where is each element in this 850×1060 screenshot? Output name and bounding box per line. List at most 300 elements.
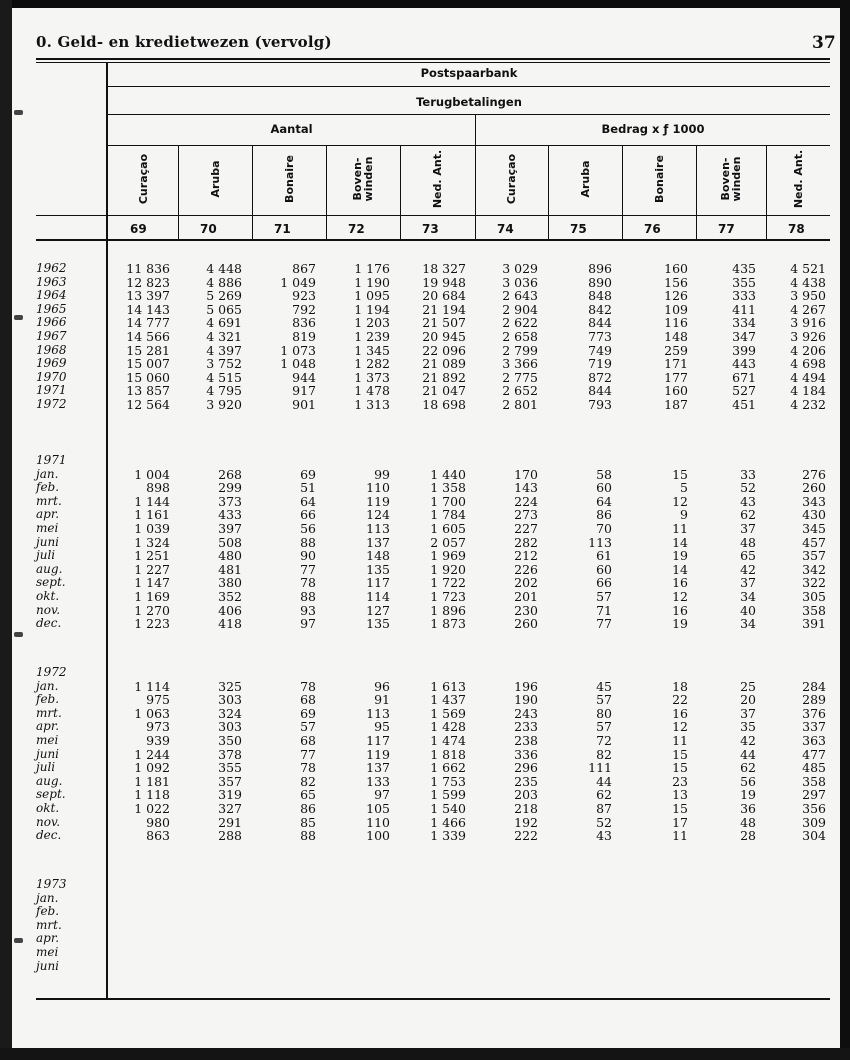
table-cell: 1 004 [134, 466, 170, 482]
table-cell: 1 239 [354, 329, 390, 344]
table-cell: 1 345 [354, 342, 390, 358]
table-cell: 86 [300, 801, 316, 816]
table-cell: 406 [218, 602, 242, 618]
table-cell: 1 223 [134, 616, 170, 632]
table-cell: 939 [146, 733, 170, 748]
column-divider [696, 145, 697, 240]
table-cell: 119 [366, 746, 390, 762]
table-cell: 235 [514, 773, 538, 789]
table-cell: 1 073 [280, 342, 316, 358]
table-cell: 309 [802, 814, 826, 830]
table-cell: 44 [596, 773, 612, 789]
row-label: mei [36, 521, 59, 535]
table-cell: 5 065 [206, 301, 242, 317]
table-cell: 284 [802, 678, 826, 694]
table-cell: 378 [218, 746, 242, 762]
table-cell: 1 251 [134, 548, 170, 564]
table-cell: 20 684 [422, 288, 466, 304]
table-cell: 110 [366, 814, 390, 830]
table-cell: 260 [802, 480, 826, 496]
scan-border-bottom [0, 1048, 850, 1060]
table-cell: 1 147 [134, 575, 170, 591]
bottom-rule [36, 998, 830, 1000]
table-cell: 1 324 [134, 534, 170, 550]
table-cell: 1 474 [430, 733, 466, 748]
table-cell: 844 [588, 315, 612, 331]
column-number: 75 [570, 222, 587, 236]
row-label: jan. [36, 466, 59, 481]
table-cell: 90 [300, 548, 316, 564]
table-cell: 69 [300, 705, 316, 721]
table-cell: 68 [300, 692, 316, 708]
row-label: mei [36, 733, 59, 747]
table-cell: 62 [740, 507, 756, 523]
table-cell: 127 [366, 602, 390, 618]
table-cell: 48 [740, 814, 756, 830]
table-cell: 1 358 [430, 480, 466, 496]
table-cell: 299 [218, 480, 242, 496]
table-cell: 2 801 [502, 397, 538, 412]
table-cell: 37 [740, 705, 756, 721]
column-header-label: Ned. Ant. [431, 149, 444, 209]
row-label: 1964 [36, 288, 67, 303]
table-cell: 19 [740, 787, 756, 803]
table-cell: 430 [802, 507, 826, 523]
table-cell: 944 [292, 369, 316, 385]
table-cell: 276 [802, 466, 826, 482]
table-cell: 77 [300, 746, 316, 762]
table-cell: 1 613 [430, 678, 466, 694]
table-cell: 137 [366, 760, 390, 776]
column-divider [252, 145, 253, 240]
table-cell: 58 [596, 466, 612, 482]
column-number: 71 [274, 222, 291, 236]
table-cell: 1 144 [134, 493, 170, 509]
table-cell: 3 036 [502, 274, 538, 290]
table-cell: 1 194 [354, 301, 390, 317]
table-cell: 848 [588, 288, 612, 304]
table-cell: 82 [300, 773, 316, 789]
row-label: 1967 [36, 329, 67, 343]
table-cell: 148 [366, 548, 390, 564]
header-bottom-rule [36, 239, 830, 241]
row-label: juli [36, 548, 56, 563]
table-cell: 4 795 [206, 383, 242, 399]
table-cell: 380 [218, 575, 242, 591]
table-cell: 260 [514, 616, 538, 632]
table-cell: 5 [680, 480, 688, 496]
table-cell: 21 507 [422, 315, 466, 331]
row-label: apr. [36, 719, 60, 734]
table-cell: 3 029 [502, 261, 538, 276]
table-cell: 91 [374, 692, 390, 708]
table-cell: 56 [300, 521, 316, 536]
table-cell: 85 [300, 814, 316, 830]
table-cell: 19 [672, 616, 688, 632]
table-cell: 433 [218, 507, 242, 523]
table-cell: 273 [514, 507, 538, 523]
row-label: juni [36, 958, 60, 973]
table-cell: 1 373 [354, 369, 390, 385]
table-cell: 1 048 [280, 356, 316, 372]
row-label: jan. [36, 890, 59, 905]
table-cell: 177 [664, 369, 688, 385]
table-cell: 113 [366, 705, 390, 721]
table-cell: 303 [218, 719, 242, 735]
table-cell: 324 [218, 705, 242, 721]
table-cell: 418 [218, 616, 242, 632]
table-cell: 1 190 [354, 274, 390, 290]
table-cell: 304 [802, 828, 826, 844]
table-cell: 15 [672, 760, 688, 776]
table-cell: 56 [740, 773, 756, 789]
table-cell: 36 [740, 801, 756, 816]
table-cell: 355 [732, 274, 756, 290]
column-number: 76 [644, 222, 661, 236]
table-cell: 21 892 [422, 369, 466, 385]
table-cell: 82 [596, 746, 612, 762]
table-cell: 43 [740, 493, 756, 509]
table-cell: 1 722 [430, 575, 466, 591]
scan-border-top [0, 0, 850, 8]
table-cell: 356 [802, 801, 826, 816]
table-cell: 819 [292, 329, 316, 344]
column-header-label: Bonaire [652, 155, 666, 203]
row-label: 1972 [36, 397, 67, 411]
table-cell: 21 047 [422, 383, 466, 399]
table-cell: 78 [300, 760, 316, 776]
row-label: sept. [36, 787, 66, 802]
table-cell: 99 [374, 466, 390, 482]
table-cell: 2 904 [502, 301, 538, 317]
table-cell: 481 [218, 561, 242, 577]
table-cell: 4 494 [790, 369, 826, 385]
table-cell: 975 [146, 692, 170, 708]
row-label: juni [36, 746, 60, 761]
table-cell: 160 [664, 261, 688, 276]
header-rule [108, 114, 830, 115]
subgroup-title: Terugbetalingen [416, 95, 522, 109]
column-divider [326, 145, 327, 240]
table-cell: 97 [374, 787, 390, 803]
table-cell: 485 [802, 760, 826, 776]
page-number: 37 [812, 33, 836, 53]
table-cell: 16 [672, 602, 688, 618]
table-cell: 15 060 [126, 369, 170, 385]
table-cell: 357 [802, 548, 826, 564]
table-cell: 243 [514, 705, 538, 721]
table-cell: 3 752 [206, 356, 242, 372]
table-cell: 477 [802, 746, 826, 762]
table-cell: 1 818 [430, 746, 466, 762]
column-divider [400, 145, 401, 240]
table-cell: 64 [300, 493, 316, 509]
table-cell: 43 [596, 828, 612, 844]
table-cell: 1 466 [430, 814, 466, 830]
table-cell: 227 [514, 521, 538, 536]
table-cell: 34 [740, 616, 756, 632]
table-cell: 325 [218, 678, 242, 694]
row-label: 1966 [36, 315, 67, 330]
section-heading: 1972 [36, 665, 67, 679]
table-cell: 1 063 [134, 705, 170, 721]
table-cell: 2 775 [502, 369, 538, 385]
table-cell: 373 [218, 493, 242, 509]
table-cell: 18 698 [422, 397, 466, 412]
table-cell: 1 022 [134, 801, 170, 816]
table-cell: 896 [588, 261, 612, 276]
table-cell: 1 569 [430, 705, 466, 721]
table-cell: 44 [740, 746, 756, 762]
table-cell: 124 [366, 507, 390, 523]
table-cell: 230 [514, 602, 538, 618]
table-cell: 4 515 [206, 369, 242, 385]
table-cell: 66 [596, 575, 612, 591]
table-cell: 33 [740, 466, 756, 482]
table-cell: 226 [514, 561, 538, 577]
table-cell: 20 945 [422, 329, 466, 344]
table-cell: 345 [802, 521, 826, 536]
table-cell: 15 281 [126, 342, 170, 358]
table-cell: 319 [218, 787, 242, 803]
table-cell: 1 969 [430, 548, 466, 564]
table-cell: 105 [366, 801, 390, 816]
table-cell: 201 [514, 589, 538, 604]
table-cell: 980 [146, 814, 170, 830]
table-cell: 48 [740, 534, 756, 550]
table-cell: 792 [292, 301, 316, 317]
table-cell: 113 [366, 521, 390, 536]
table-cell: 376 [802, 705, 826, 721]
table-cell: 305 [802, 589, 826, 604]
table-cell: 333 [732, 288, 756, 304]
table-cell: 52 [596, 814, 612, 830]
column-number: 69 [130, 222, 147, 236]
table-cell: 1 784 [430, 507, 466, 523]
table-cell: 110 [366, 480, 390, 496]
table-cell: 3 920 [206, 397, 242, 412]
top-rule-thin [36, 62, 830, 63]
table-cell: 4 321 [206, 329, 242, 344]
table-cell: 65 [300, 787, 316, 803]
binder-hole [14, 315, 23, 320]
table-cell: 113 [588, 534, 612, 550]
row-label: mrt. [36, 705, 62, 720]
column-header-label: Aruba [578, 160, 592, 198]
table-cell: 12 564 [126, 397, 170, 412]
table-cell: 196 [514, 678, 538, 694]
column-header-label: Boven- winden [351, 156, 375, 202]
table-cell: 457 [802, 534, 826, 550]
table-cell: 57 [300, 719, 316, 735]
column-header-label: Boven- winden [719, 156, 743, 202]
column-header-label: Ned. Ant. [791, 149, 805, 209]
table-cell: 671 [732, 369, 756, 385]
column-divider [622, 145, 623, 240]
table-cell: 37 [740, 575, 756, 591]
table-cell: 288 [218, 828, 242, 844]
table-cell: 327 [218, 801, 242, 816]
row-label: feb. [36, 480, 60, 495]
table-cell: 12 [672, 719, 688, 735]
table-cell: 1 339 [430, 828, 466, 844]
row-label: okt. [36, 589, 60, 603]
row-label: apr. [36, 507, 60, 522]
table-cell: 148 [664, 329, 688, 344]
table-cell: 111 [588, 760, 612, 776]
table-cell: 69 [300, 466, 316, 482]
table-cell: 20 [740, 692, 756, 708]
table-cell: 4 267 [790, 301, 826, 317]
table-cell: 3 926 [790, 329, 826, 344]
binder-hole [14, 110, 23, 115]
table-cell: 4 438 [790, 274, 826, 290]
table-cell: 70 [596, 521, 612, 536]
table-cell: 156 [664, 274, 688, 290]
row-label: juni [36, 534, 60, 549]
table-cell: 15 [672, 801, 688, 816]
table-cell: 1 181 [134, 773, 170, 789]
row-label: feb. [36, 692, 60, 707]
table-cell: 78 [300, 678, 316, 694]
table-cell: 322 [802, 575, 826, 591]
table-cell: 508 [218, 534, 242, 550]
table-cell: 289 [802, 692, 826, 708]
table-cell: 42 [740, 733, 756, 748]
table-cell: 867 [292, 261, 316, 276]
table-cell: 4 397 [206, 342, 242, 358]
table-cell: 19 [672, 548, 688, 564]
table-cell: 14 566 [126, 329, 170, 344]
table-cell: 11 [672, 828, 688, 844]
table-cell: 11 [672, 733, 688, 748]
table-cell: 917 [292, 383, 316, 399]
table-cell: 3 916 [790, 315, 826, 331]
table-cell: 40 [740, 602, 756, 618]
table-cell: 4 886 [206, 274, 242, 290]
table-cell: 1 244 [134, 746, 170, 762]
row-label: sept. [36, 575, 66, 590]
table-cell: 443 [732, 356, 756, 372]
table-cell: 222 [514, 828, 538, 844]
table-cell: 15 [672, 746, 688, 762]
group-title: Postspaarbank [420, 66, 518, 80]
table-cell: 1 039 [134, 521, 170, 536]
top-rule [36, 58, 830, 60]
table-cell: 12 [672, 589, 688, 604]
table-cell: 2 057 [430, 534, 466, 550]
binder-hole [14, 938, 23, 943]
row-label: jan. [36, 678, 59, 693]
column-header-label: Bonaire [282, 155, 296, 203]
row-label: mei [36, 945, 59, 959]
table-cell: 126 [664, 288, 688, 304]
table-cell: 9 [680, 507, 688, 523]
row-label: mrt. [36, 917, 62, 932]
table-cell: 71 [596, 602, 612, 618]
table-cell: 297 [802, 787, 826, 803]
bedrag-label: Bedrag x ƒ 1000 [601, 122, 705, 136]
table-cell: 2 652 [502, 383, 538, 399]
table-cell: 350 [218, 733, 242, 748]
table-cell: 119 [366, 493, 390, 509]
row-label: 1969 [36, 356, 67, 371]
table-cell: 358 [802, 773, 826, 789]
header-rule [108, 145, 830, 146]
table-cell: 4 448 [206, 261, 242, 276]
table-cell: 1 270 [134, 602, 170, 618]
table-cell: 60 [596, 480, 612, 496]
table-cell: 35 [740, 719, 756, 735]
table-cell: 1 599 [430, 787, 466, 803]
table-cell: 42 [740, 561, 756, 577]
table-cell: 1 176 [354, 261, 390, 276]
column-number: 72 [348, 222, 365, 236]
table-cell: 22 [672, 692, 688, 708]
table-cell: 334 [732, 315, 756, 331]
table-cell: 2 622 [502, 315, 538, 331]
table-cell: 64 [596, 493, 612, 509]
aantal-label: Aantal [270, 122, 313, 136]
table-cell: 337 [802, 719, 826, 735]
table-cell: 1 437 [430, 692, 466, 708]
table-cell: 88 [300, 534, 316, 550]
table-cell: 18 327 [422, 261, 466, 276]
table-cell: 57 [596, 692, 612, 708]
table-cell: 17 [672, 814, 688, 830]
table-cell: 352 [218, 589, 242, 604]
table-cell: 143 [514, 480, 538, 496]
table-cell: 62 [596, 787, 612, 803]
table-cell: 116 [664, 315, 688, 331]
table-cell: 2 643 [502, 288, 538, 304]
table-cell: 57 [596, 589, 612, 604]
page-title: 0. Geld- en kredietwezen (vervolg) [36, 33, 332, 51]
table-cell: 1 700 [430, 493, 466, 509]
table-cell: 34 [740, 589, 756, 604]
table-cell: 192 [514, 814, 538, 830]
table-cell: 135 [366, 616, 390, 632]
table-cell: 749 [588, 342, 612, 358]
table-cell: 923 [292, 288, 316, 304]
table-cell: 901 [292, 397, 316, 412]
table-cell: 72 [596, 733, 612, 748]
table-cell: 391 [802, 616, 826, 632]
table-cell: 86 [596, 507, 612, 523]
table-cell: 973 [146, 719, 170, 735]
table-cell: 347 [732, 329, 756, 344]
table-cell: 1 723 [430, 589, 466, 604]
table-cell: 898 [146, 480, 170, 496]
table-cell: 1 203 [354, 315, 390, 331]
table-cell: 51 [300, 480, 316, 496]
table-cell: 303 [218, 692, 242, 708]
table-cell: 87 [596, 801, 612, 816]
row-label: aug. [36, 773, 63, 788]
table-cell: 4 232 [790, 397, 826, 412]
table-cell: 62 [740, 760, 756, 776]
column-header-label: Curaçao [505, 153, 518, 205]
table-cell: 25 [740, 678, 756, 694]
table-cell: 1 873 [430, 616, 466, 632]
table-cell: 1 118 [134, 787, 170, 803]
table-cell: 66 [300, 507, 316, 523]
table-cell: 80 [596, 705, 612, 721]
table-cell: 1 161 [134, 507, 170, 523]
table-cell: 78 [300, 575, 316, 591]
table-cell: 872 [588, 369, 612, 385]
table-cell: 719 [588, 356, 612, 372]
